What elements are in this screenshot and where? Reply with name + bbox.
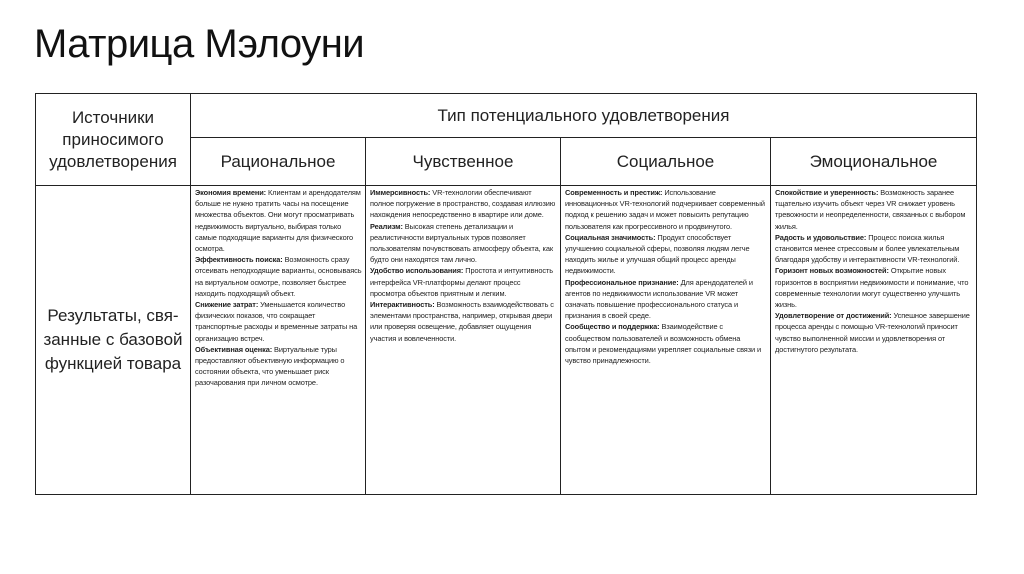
item-text: Для арендодателей и агентов по недвижимости использование VR может означать повышение профессионального статуса и признания в своей среде.	[565, 277, 753, 321]
item-title: Эффективность поиска:	[195, 255, 283, 265]
item-title: Социальная значимость:	[565, 232, 656, 242]
column-header-sensory: Чувственное	[366, 138, 561, 186]
item-text: Клиентам и арендодателям больше не нужно тратить часы на посещение множества объектов. Они могут просматривать недвижимость виртуально, выбирая только самые подходящие варианты для физического осмотра.	[195, 188, 361, 254]
matrix-item	[775, 310, 973, 355]
item-text: Высокая степень детализации и реалистичности виртуальных туров позволяет пользователям почувствовать атмосферу объекта, как будто они находятся там лично.	[370, 221, 553, 265]
matrix-item	[195, 254, 362, 299]
item-text: Возможность заранее тщательно изучить объект через VR снижает уровень тревожности и неопределенности, связанных с выбором жилья.	[775, 188, 966, 231]
item-text: Продукт способствует улучшению социальной сферы, позволяя людям легче находить жилье и улучшая общий процесс аренды недвижимости.	[565, 232, 750, 276]
item-title: Иммерсивность:	[370, 188, 431, 197]
matrix-item	[565, 232, 767, 277]
cell-social	[561, 186, 771, 495]
item-title: Горизонт новых возможностей:	[775, 266, 889, 276]
item-text: Возможность сразу отсеивать неподходящие варианты, основываясь на виртуальном осмотре, позволяет быстрее находить подходящий объект.	[195, 255, 362, 298]
item-text: Виртуальные туры предоставляют объективную информацию о состоянии объекта, что уменьшает риск разочарования при личном осмотре.	[195, 344, 345, 388]
item-text: Процесс поиска жилья становится менее стрессовым и более увлекательным благодаря удобству и интерактивности VR-технологий.	[775, 232, 960, 265]
item-title: Объективная оценка:	[195, 344, 273, 354]
matrix-item	[565, 277, 767, 322]
matrix-item	[775, 187, 973, 232]
matrix-item	[565, 187, 767, 232]
item-text: VR-технологии обеспечивают полное погружение в пространство, создавая иллюзию нахождения непосредственно в квартире или доме.	[370, 188, 556, 220]
item-text: Успешное завершение процесса аренды с помощью VR-технологий приносит чувство выполненной миссии и удовлетворения от достигнутого результата.	[775, 311, 970, 354]
matrix-item	[195, 187, 362, 254]
matrix-item	[195, 299, 362, 344]
cell-rational	[191, 186, 366, 495]
corner-header: Источники приносимого удовлетворения	[36, 94, 191, 186]
item-text: Уменьшается количество физических показов, что сокращает транспортные расходы и временные затраты на организацию встреч.	[195, 300, 358, 343]
cell-emotional	[771, 186, 977, 495]
maloney-matrix-table	[35, 93, 977, 495]
item-text: Открытие новых горизонтов в восприятии недвижимости и понимание, что современные технологии могут существенно улучшить жизнь.	[775, 266, 969, 310]
item-title: Удовлетворение от достижений:	[775, 311, 892, 321]
matrix-item	[370, 265, 557, 299]
row-header: Результаты, свя-занные с базовой функцией товара	[36, 186, 191, 495]
matrix-item	[775, 265, 973, 310]
item-title: Радость и удовольствие:	[775, 232, 867, 242]
matrix-item	[370, 299, 557, 344]
item-text: Возможность взаимодействовать с элементами пространства, например, открывая двери или проверяя освещение, добавляет ощущения участия и вовлеченности.	[370, 300, 554, 343]
matrix-item	[195, 344, 362, 389]
item-title: Современность и престиж:	[565, 188, 663, 197]
cell-sensory	[366, 186, 561, 495]
slide-title: Матрица Мэлоуни	[34, 22, 365, 66]
matrix-item	[370, 187, 557, 221]
column-header-social: Социальное	[561, 138, 771, 186]
group-header: Тип потенциального удовлетворения	[191, 94, 977, 138]
item-title: Спокойствие и уверенность:	[775, 188, 879, 197]
item-title: Экономия времени:	[195, 188, 267, 197]
item-text: Простота и интуитивность интерфейса VR-платформы делают процесс просмотра объектов приятным и легким.	[370, 266, 554, 298]
matrix-item	[565, 321, 767, 366]
item-title: Реализм:	[370, 221, 403, 231]
item-title: Интерактивность:	[370, 300, 435, 310]
item-text: Использование инновационных VR-технологий подчеркивает современный подход к решению задач и может повысить репутацию пользователя как прогрессивного и продвинутого.	[565, 188, 765, 231]
item-title: Профессиональное признание:	[565, 277, 679, 287]
item-title: Снижение затрат:	[195, 300, 259, 310]
matrix-item	[370, 221, 557, 266]
item-title: Сообщество и поддержка:	[565, 322, 660, 332]
item-title: Удобство использования:	[370, 266, 464, 276]
column-header-emotional: Эмоциональное	[771, 138, 977, 186]
item-text: Взаимодействие с сообществом пользователей и возможность обмена опытом и рекомендациями укрепляет социальные связи и чувство принадлежности.	[565, 322, 762, 366]
matrix-item	[775, 232, 973, 266]
column-header-rational: Рациональное	[191, 138, 366, 186]
